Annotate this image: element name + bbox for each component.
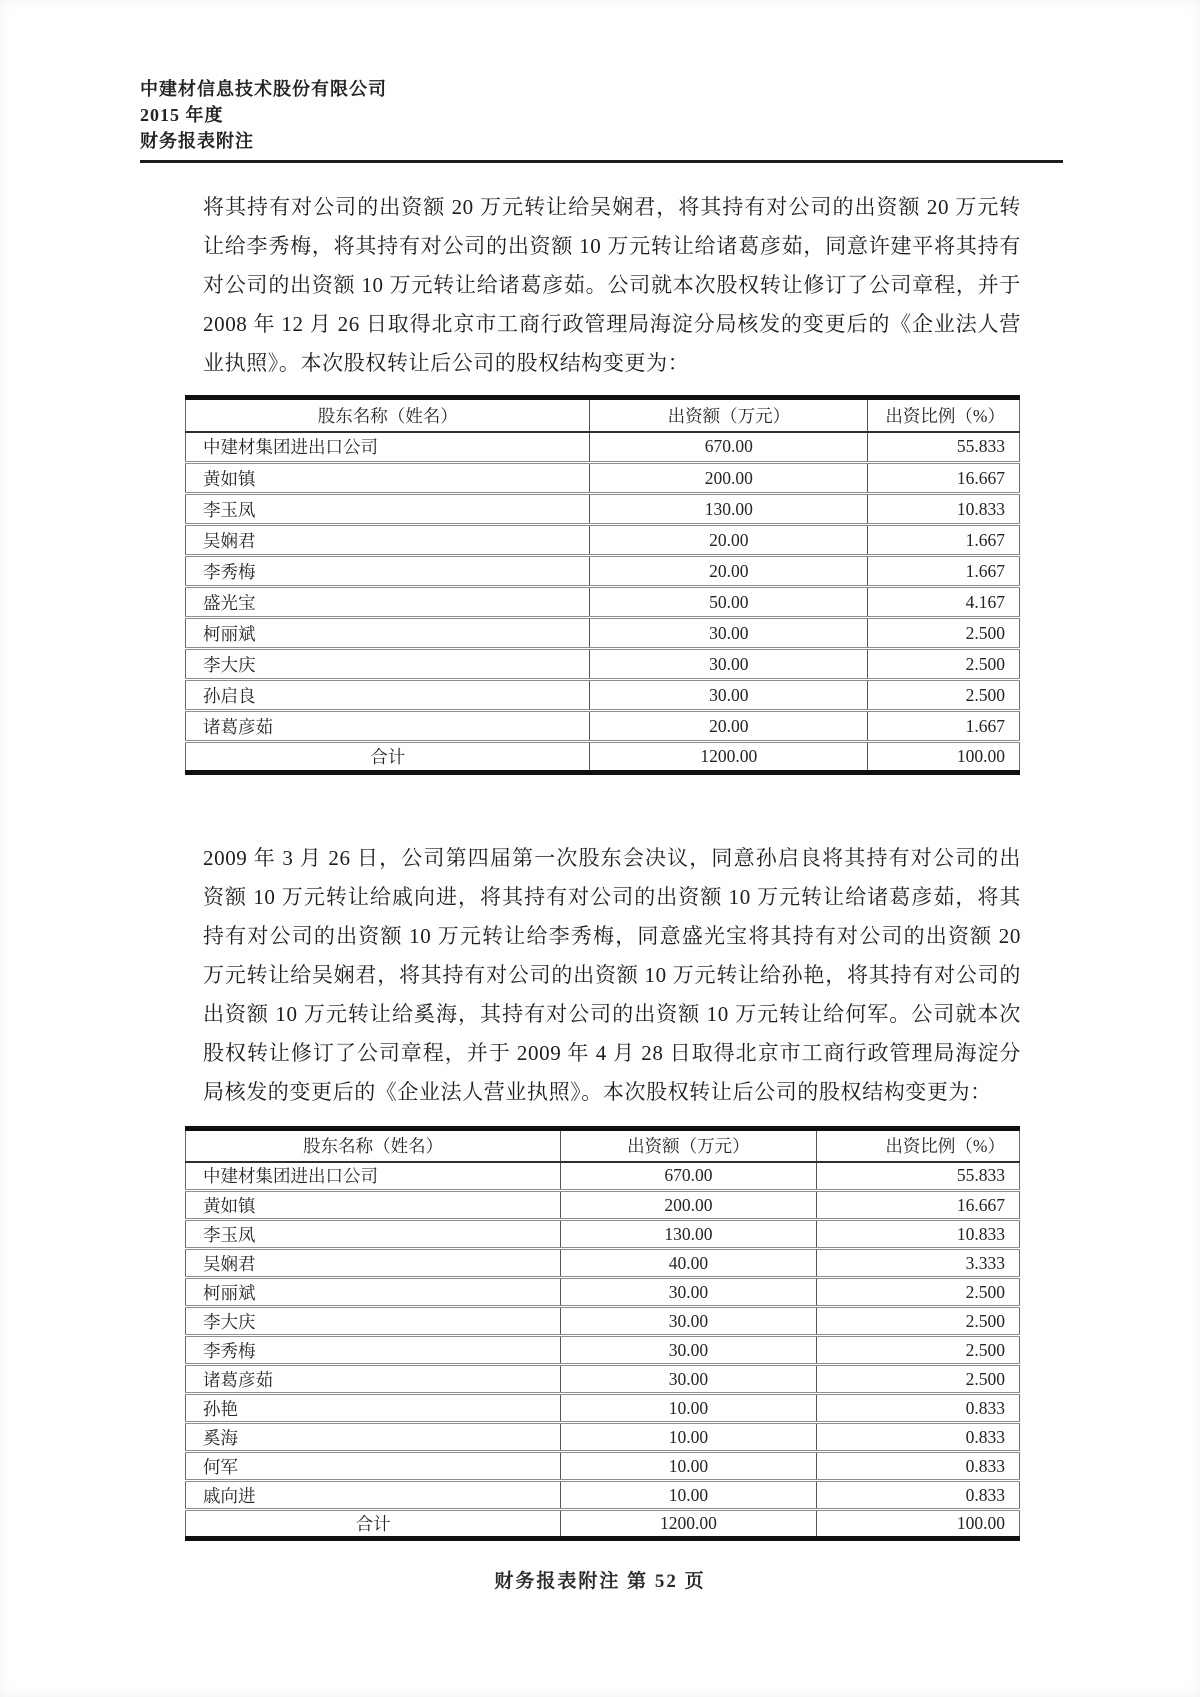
table-total-body [186, 742, 1020, 773]
total-amount-cell: 1200.00 [590, 742, 868, 773]
table-cell: 200.00 [561, 1191, 816, 1220]
table-cell: 诸葛彦茹 [203, 1369, 273, 1390]
table-cell: 670.00 [590, 432, 868, 463]
table-row [186, 680, 1020, 711]
table-cell: 2.500 [816, 1365, 1020, 1394]
table-cell: 诸葛彦茹 [203, 716, 273, 737]
table-cell: 30.00 [561, 1365, 816, 1394]
table-cell: 黄如镇 [203, 1195, 256, 1216]
table-cell: 200.00 [590, 463, 868, 494]
column-header-amount: 出资额（万元） [561, 1129, 816, 1162]
table-cell: 10.833 [868, 494, 1020, 525]
table-row [186, 1394, 1020, 1423]
table-cell: 30.00 [590, 680, 868, 711]
column-header-shareholder: 股东名称（姓名） [303, 1136, 444, 1157]
total-row [186, 1510, 1020, 1539]
header-rule [140, 160, 1063, 163]
table-row [186, 1191, 1020, 1220]
table-cell: 奚海 [203, 1427, 238, 1448]
page-footer: 财务报表附注 第 52 页 [494, 1571, 706, 1592]
table-cell: 吴娴君 [203, 1253, 256, 1274]
table-cell: 10.00 [561, 1481, 816, 1510]
table-row [186, 432, 1020, 463]
table-cell: 柯丽斌 [203, 1282, 256, 1303]
table-cell: 30.00 [561, 1307, 816, 1336]
table-cell: 40.00 [561, 1249, 816, 1278]
table-cell: 16.667 [816, 1191, 1020, 1220]
paragraph-equity-transfer-2008: 将其持有对公司的出资额 20 万元转让给吴娴君，将其持有对公司的出资额 20 万元转让给李秀梅，将其持有对公司的出资额 10 万元转让给诸葛彦茹，同意许建平将其持有对公司的出资额 10 万元转让给诸葛彦茹。公司就本次股权转让修订了公司章程，并于 2008 年 12 月 26 日取得北京市工商行政管理局海淀分局核发的变更后的《企业法人营业执照》。本次股权转让后公司的股权结构变更为： [203, 195, 1021, 375]
table-cell: 黄如镇 [203, 468, 256, 489]
table-row [186, 1365, 1020, 1394]
table-cell: 1.667 [868, 711, 1020, 742]
table-row [186, 1220, 1020, 1249]
column-header-shareholder: 股东名称（姓名） [317, 405, 458, 426]
table-cell: 李玉凤 [203, 1224, 256, 1245]
table-cell: 20.00 [590, 556, 868, 587]
table-cell: 吴娴君 [203, 530, 256, 551]
table-row [186, 1278, 1020, 1307]
table-cell: 10.00 [561, 1394, 816, 1423]
table-cell: 0.833 [816, 1394, 1020, 1423]
table-cell: 10.00 [561, 1452, 816, 1481]
table-cell: 中建材集团进出口公司 [203, 437, 378, 458]
table-cell: 30.00 [561, 1278, 816, 1307]
table-row [186, 556, 1020, 587]
paragraph-equity-transfer-2009: 2009 年 3 月 26 日，公司第四届第一次股东会决议，同意孙启良将其持有对公司的出资额 10 万元转让给戚向进，将其持有对公司的出资额 10 万元转让给诸葛彦茹，将其持有对公司的出资额 10 万元转让给李秀梅，同意盛光宝将其持有对公司的出资额 20 万元转让给吴娴君，将其持有对公司的出资额 10 万元转让给孙艳，将其持有对公司的出资额 10 万元转让给奚海，其持有对公司的出资额 10 万元转让给何军。公司就本次股权转让修订了公司章程，并于 2009 年 4 月 28 日取得北京市工商行政管理局海淀分局核发的变更后的《企业法人营业执照》。本次股权转让后公司的股权结构变更为： [203, 846, 1021, 1104]
company-name: 中建材信息技术股份有限公司 [140, 79, 387, 99]
column-header-ratio: 出资比例（%） [816, 1129, 1020, 1162]
column-header-amount: 出资额（万元） [590, 398, 868, 432]
table-cell: 30.00 [590, 649, 868, 680]
table-row [186, 1307, 1020, 1336]
table-cell: 2.500 [816, 1336, 1020, 1365]
table-cell: 中建材集团进出口公司 [203, 1166, 378, 1187]
table-cell: 2.500 [816, 1307, 1020, 1336]
table-cell: 3.333 [816, 1249, 1020, 1278]
total-row [186, 742, 1020, 773]
table-cell: 10.833 [816, 1220, 1020, 1249]
equity-structure-table-2008 [185, 395, 1020, 775]
table-cell: 20.00 [590, 711, 868, 742]
document-header [140, 0, 1063, 163]
table-cell: 50.00 [590, 587, 868, 618]
total-label-cell: 合计 [370, 747, 406, 767]
table-cell: 何军 [203, 1456, 238, 1477]
table-cell: 2.500 [868, 680, 1020, 711]
table-cell: 2.500 [816, 1278, 1020, 1307]
table-row [186, 649, 1020, 680]
table-cell: 李大庆 [203, 654, 256, 675]
table-cell: 李秀梅 [203, 1340, 256, 1361]
table-cell: 李玉凤 [203, 499, 256, 520]
report-year: 2015 年度 [140, 105, 224, 125]
table-header-row [186, 1129, 1020, 1162]
total-label-cell: 合计 [355, 1514, 391, 1534]
column-header-ratio: 出资比例（%） [868, 398, 1020, 432]
table-cell: 55.833 [868, 432, 1020, 463]
table-body [186, 1162, 1020, 1510]
table-row [186, 1336, 1020, 1365]
table-cell: 2.500 [868, 649, 1020, 680]
table-cell: 戚向进 [203, 1485, 256, 1506]
table-row [186, 587, 1020, 618]
table-cell: 孙启良 [203, 685, 256, 706]
table-cell: 孙艳 [203, 1398, 238, 1419]
table-cell: 30.00 [561, 1336, 816, 1365]
table-cell: 30.00 [590, 618, 868, 649]
table-cell: 1.667 [868, 525, 1020, 556]
equity-structure-table-2009 [185, 1126, 1020, 1541]
table-header-row [186, 398, 1020, 432]
table-cell: 4.167 [868, 587, 1020, 618]
table-head [186, 1129, 1020, 1162]
table-cell: 0.833 [816, 1423, 1020, 1452]
table-head [186, 398, 1020, 432]
table-cell: 李大庆 [203, 1311, 256, 1332]
table-cell: 2.500 [868, 618, 1020, 649]
table-cell: 柯丽斌 [203, 623, 256, 644]
table-row [186, 618, 1020, 649]
table-row [186, 1162, 1020, 1191]
table-row [186, 1452, 1020, 1481]
total-ratio-cell: 100.00 [816, 1510, 1020, 1539]
table-cell: 1.667 [868, 556, 1020, 587]
table-cell: 10.00 [561, 1423, 816, 1452]
table-cell: 20.00 [590, 525, 868, 556]
table-row [186, 1423, 1020, 1452]
table-row [186, 1249, 1020, 1278]
total-ratio-cell: 100.00 [868, 742, 1020, 773]
table-cell: 130.00 [561, 1220, 816, 1249]
table-row [186, 525, 1020, 556]
table-cell: 0.833 [816, 1452, 1020, 1481]
table-cell: 16.667 [868, 463, 1020, 494]
table-total-body [186, 1510, 1020, 1539]
table-cell: 130.00 [590, 494, 868, 525]
table-cell: 670.00 [561, 1162, 816, 1191]
table-cell: 55.833 [816, 1162, 1020, 1191]
table-row [186, 494, 1020, 525]
table-cell: 盛光宝 [203, 592, 256, 613]
table-body [186, 432, 1020, 742]
report-title: 财务报表附注 [140, 131, 254, 151]
table-row [186, 463, 1020, 494]
total-amount-cell: 1200.00 [561, 1510, 816, 1539]
table-row [186, 711, 1020, 742]
table-row [186, 1481, 1020, 1510]
table-cell: 李秀梅 [203, 561, 256, 582]
table-cell: 0.833 [816, 1481, 1020, 1510]
